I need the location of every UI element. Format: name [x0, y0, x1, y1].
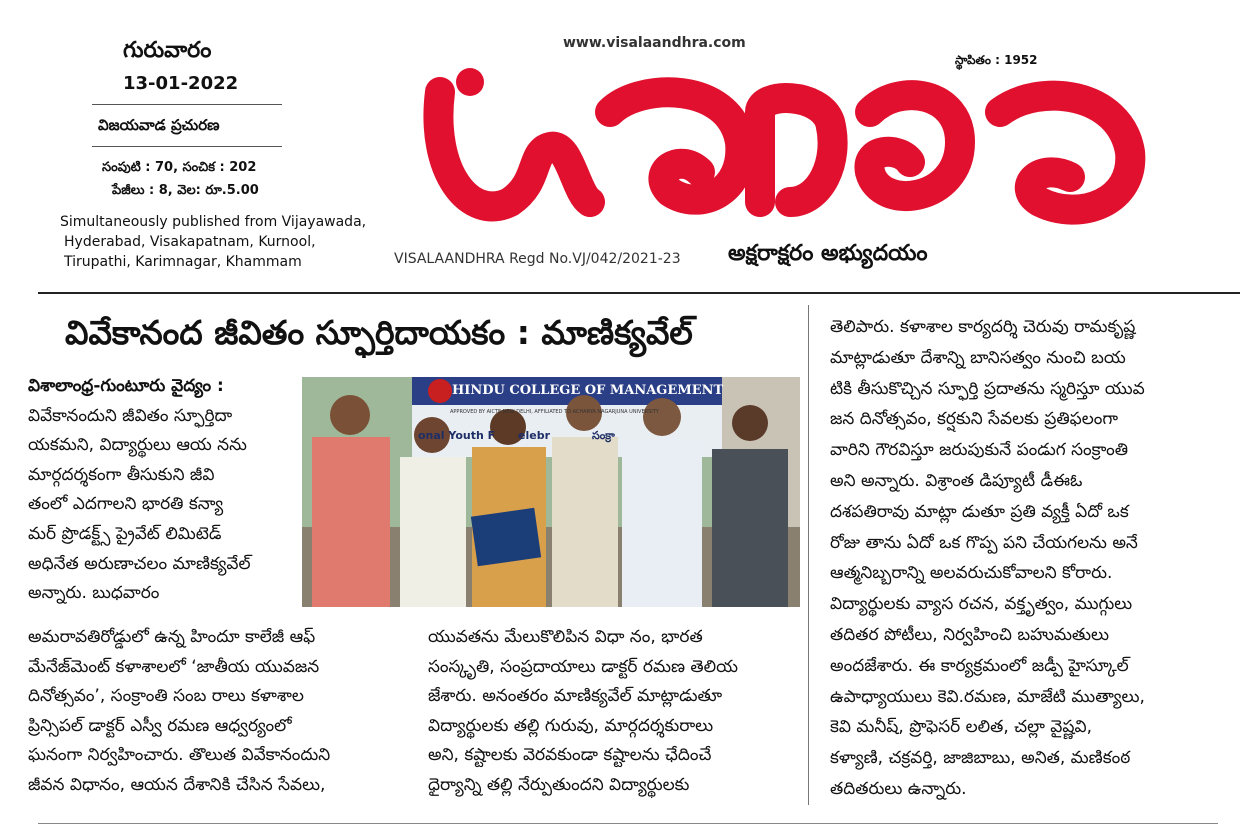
text-line: ప్రిన్సిపల్ డాక్టర్ ఎస్వీ రమణ ఆధ్వర్యంలో	[28, 715, 292, 736]
website: www.visalaandhra.com	[563, 35, 746, 51]
text-line: తెలిపారు. కళాశాల కార్యదర్శి చెరువు రామకృష్ణ	[830, 317, 1136, 337]
text-line: జేశారు. అనంతరం మాణిక్యవేల్ మాట్లాడుతూ	[428, 686, 723, 707]
day: గురువారం	[123, 38, 212, 63]
logo-graphic	[400, 52, 1180, 242]
pages-price: పేజీలు : 8, వెల: రూ.5.00	[112, 183, 259, 198]
text-line: యకమని, విద్యార్థులు ఆయ నను	[28, 435, 247, 456]
text-line: దినోత్సవం’, సంక్రాంతి సంబ రాలు కళాశాల	[28, 686, 304, 707]
text-line: మాట్లాడుతూ దేశాన్ని బానిసత్వం నుంచి బయ	[830, 347, 1126, 368]
dateline: విశాలాంధ్ర-గుంటూరు వైద్యం :	[28, 376, 224, 396]
headline: వివేకానంద జీవితం స్ఫూర్తిదాయకం : మాణిక్యవేల్	[65, 313, 693, 352]
logo	[400, 52, 1180, 242]
simulcast-line: Simultaneously published from Vijayawada,	[60, 214, 367, 230]
news-photo	[302, 377, 800, 607]
simulcast	[60, 212, 366, 272]
text-line: కెవి మనీష్, ప్రొఫెసర్ లలిత, చల్లా వైష్ణవి,	[830, 717, 1092, 738]
text-line: ధైర్యాన్ని తల్లి నేర్పుతుందని విద్యార్థులకు	[428, 774, 690, 795]
volume: సంపుటి : 70, సంచిక : 202	[102, 160, 257, 175]
banner-title: HINDU COLLEGE OF MANAGEMENT	[452, 383, 724, 398]
simulcast-line: Hyderabad, Visakapatnam, Kurnool,	[64, 234, 316, 250]
text-line: మార్గదర్శకంగా తీసుకుని జీవి	[28, 464, 215, 485]
text-line: జన దినోత్సవం, కర్షకుని సేవలకు ప్రతిఫలంగా	[830, 409, 1119, 430]
text-line: అని అన్నారు. విశ్రాంత డిప్యూటీ డీఈఓ	[830, 470, 1083, 491]
established: స్థాపితం : 1952	[955, 53, 1038, 67]
regd-number: VISALAANDHRA Regd No.VJ/042/2021-23	[394, 251, 681, 267]
text-line: తదితరులు ఉన్నారు.	[830, 778, 967, 799]
column-divider	[808, 305, 809, 805]
text-line: కళ్యాణి, చక్రవర్తి, జాజిబాబు, అనిత, మణికంఠ	[830, 748, 1131, 769]
text-line: ఘనంగా నిర్వహించారు. తొలుత వివేకానందుని	[28, 745, 331, 766]
text-line: యువతను మేలుకొలిపిన విధా నం, భారత	[428, 627, 703, 647]
text-line: జీవన విధానం, ఆయన దేశానికి చేసిన సేవలు,	[28, 774, 326, 795]
text-line: దశపతిరావు మాట్లా డుతూ ప్రతి వ్యక్తీ ఏదో ఒక	[830, 501, 1129, 522]
text-line: మేనేజ్‌మెంట్ కళాశాలలో ‘జాతీయ యువజన	[28, 656, 320, 677]
column-2	[428, 623, 803, 801]
banner-subtitle: APPROVED BY AICTE NEW DELHI, AFFILIATED TO ACHARYA NAGARJUNA UNIVERSITY	[450, 409, 659, 415]
divider	[92, 104, 282, 105]
text-line: అందజేశారు. ఈ కార్యక్రమంలో జడ్పీ హైస్కూల్	[830, 655, 1129, 676]
date: 13-01-2022	[123, 73, 239, 94]
text-line: ఆత్మనిబ్బరాన్ని అలవరుచుకోవాలని కోరారు.	[830, 563, 1113, 584]
edition: విజయవాడ ప్రచురణ	[98, 116, 220, 134]
text-line: తదితర పోటీలు, నిర్వహించి బహుమతులు	[830, 624, 1109, 645]
text-line: అధినేత అరుణాచలం మాణిక్యవేల్	[28, 553, 251, 574]
text-line: అన్నారు. బుధవారం	[28, 583, 160, 604]
column-1	[28, 372, 296, 609]
text-line: మర్ ప్రొడక్ట్స్ ప్రైవేట్ లిమిటెడ్	[28, 523, 222, 544]
divider	[92, 146, 282, 147]
column-3	[830, 312, 1210, 805]
text-line: వివేకానందుని జీవితం స్ఫూర్తిదా	[28, 405, 233, 426]
text-line: అని, కష్టాలకు వెరవకుండా కష్టాలను ఛేదించే	[428, 745, 712, 766]
banner-text: onal Youth F	[418, 429, 496, 442]
text-line: వారిని గౌరవిస్తూ జరుపుకునే పండుగ సంక్రాంతి	[830, 440, 1129, 461]
banner-text: సంక్రా	[592, 429, 615, 442]
text-line: తంలో ఎదగాలని భారతి కన్యా	[28, 494, 224, 515]
column-1-bottom	[28, 623, 408, 801]
masthead-rule	[38, 292, 1240, 294]
text-line: సంస్కృతి, సంప్రదాయాలు డాక్టర్ రమణ తెలియ	[428, 656, 738, 677]
text-line: ఉపాధ్యాయులు కెవి.రమణ, మాజేటి ముత్యాలు,	[830, 686, 1145, 707]
text-line: రోజు తాను ఏదో ఒక గొప్ప పని చేయగలను అనే	[830, 532, 1138, 553]
banner-text: elebr	[518, 429, 550, 442]
text-line: విద్యార్థులకు వ్యాస రచన, వక్తృత్వం, ముగ్గులు	[830, 594, 1133, 615]
text-line: విద్యార్థులకు తల్లి గురువు, మార్గదర్శకురాలు	[428, 715, 714, 736]
bottom-rule	[38, 823, 1218, 824]
simulcast-line: Tirupathi, Karimnagar, Khammam	[64, 254, 302, 270]
text-line: అమరావతిరోడ్డులో ఉన్న హిందూ కాలేజీ ఆఫ్	[28, 627, 316, 647]
slogan: అక్షరాక్షరం అభ్యుదయం	[728, 241, 928, 266]
text-line: టికి తీసుకొచ్చిన స్ఫూర్తి ప్రదాతను స్మరిస్తూ యువ	[830, 378, 1145, 399]
